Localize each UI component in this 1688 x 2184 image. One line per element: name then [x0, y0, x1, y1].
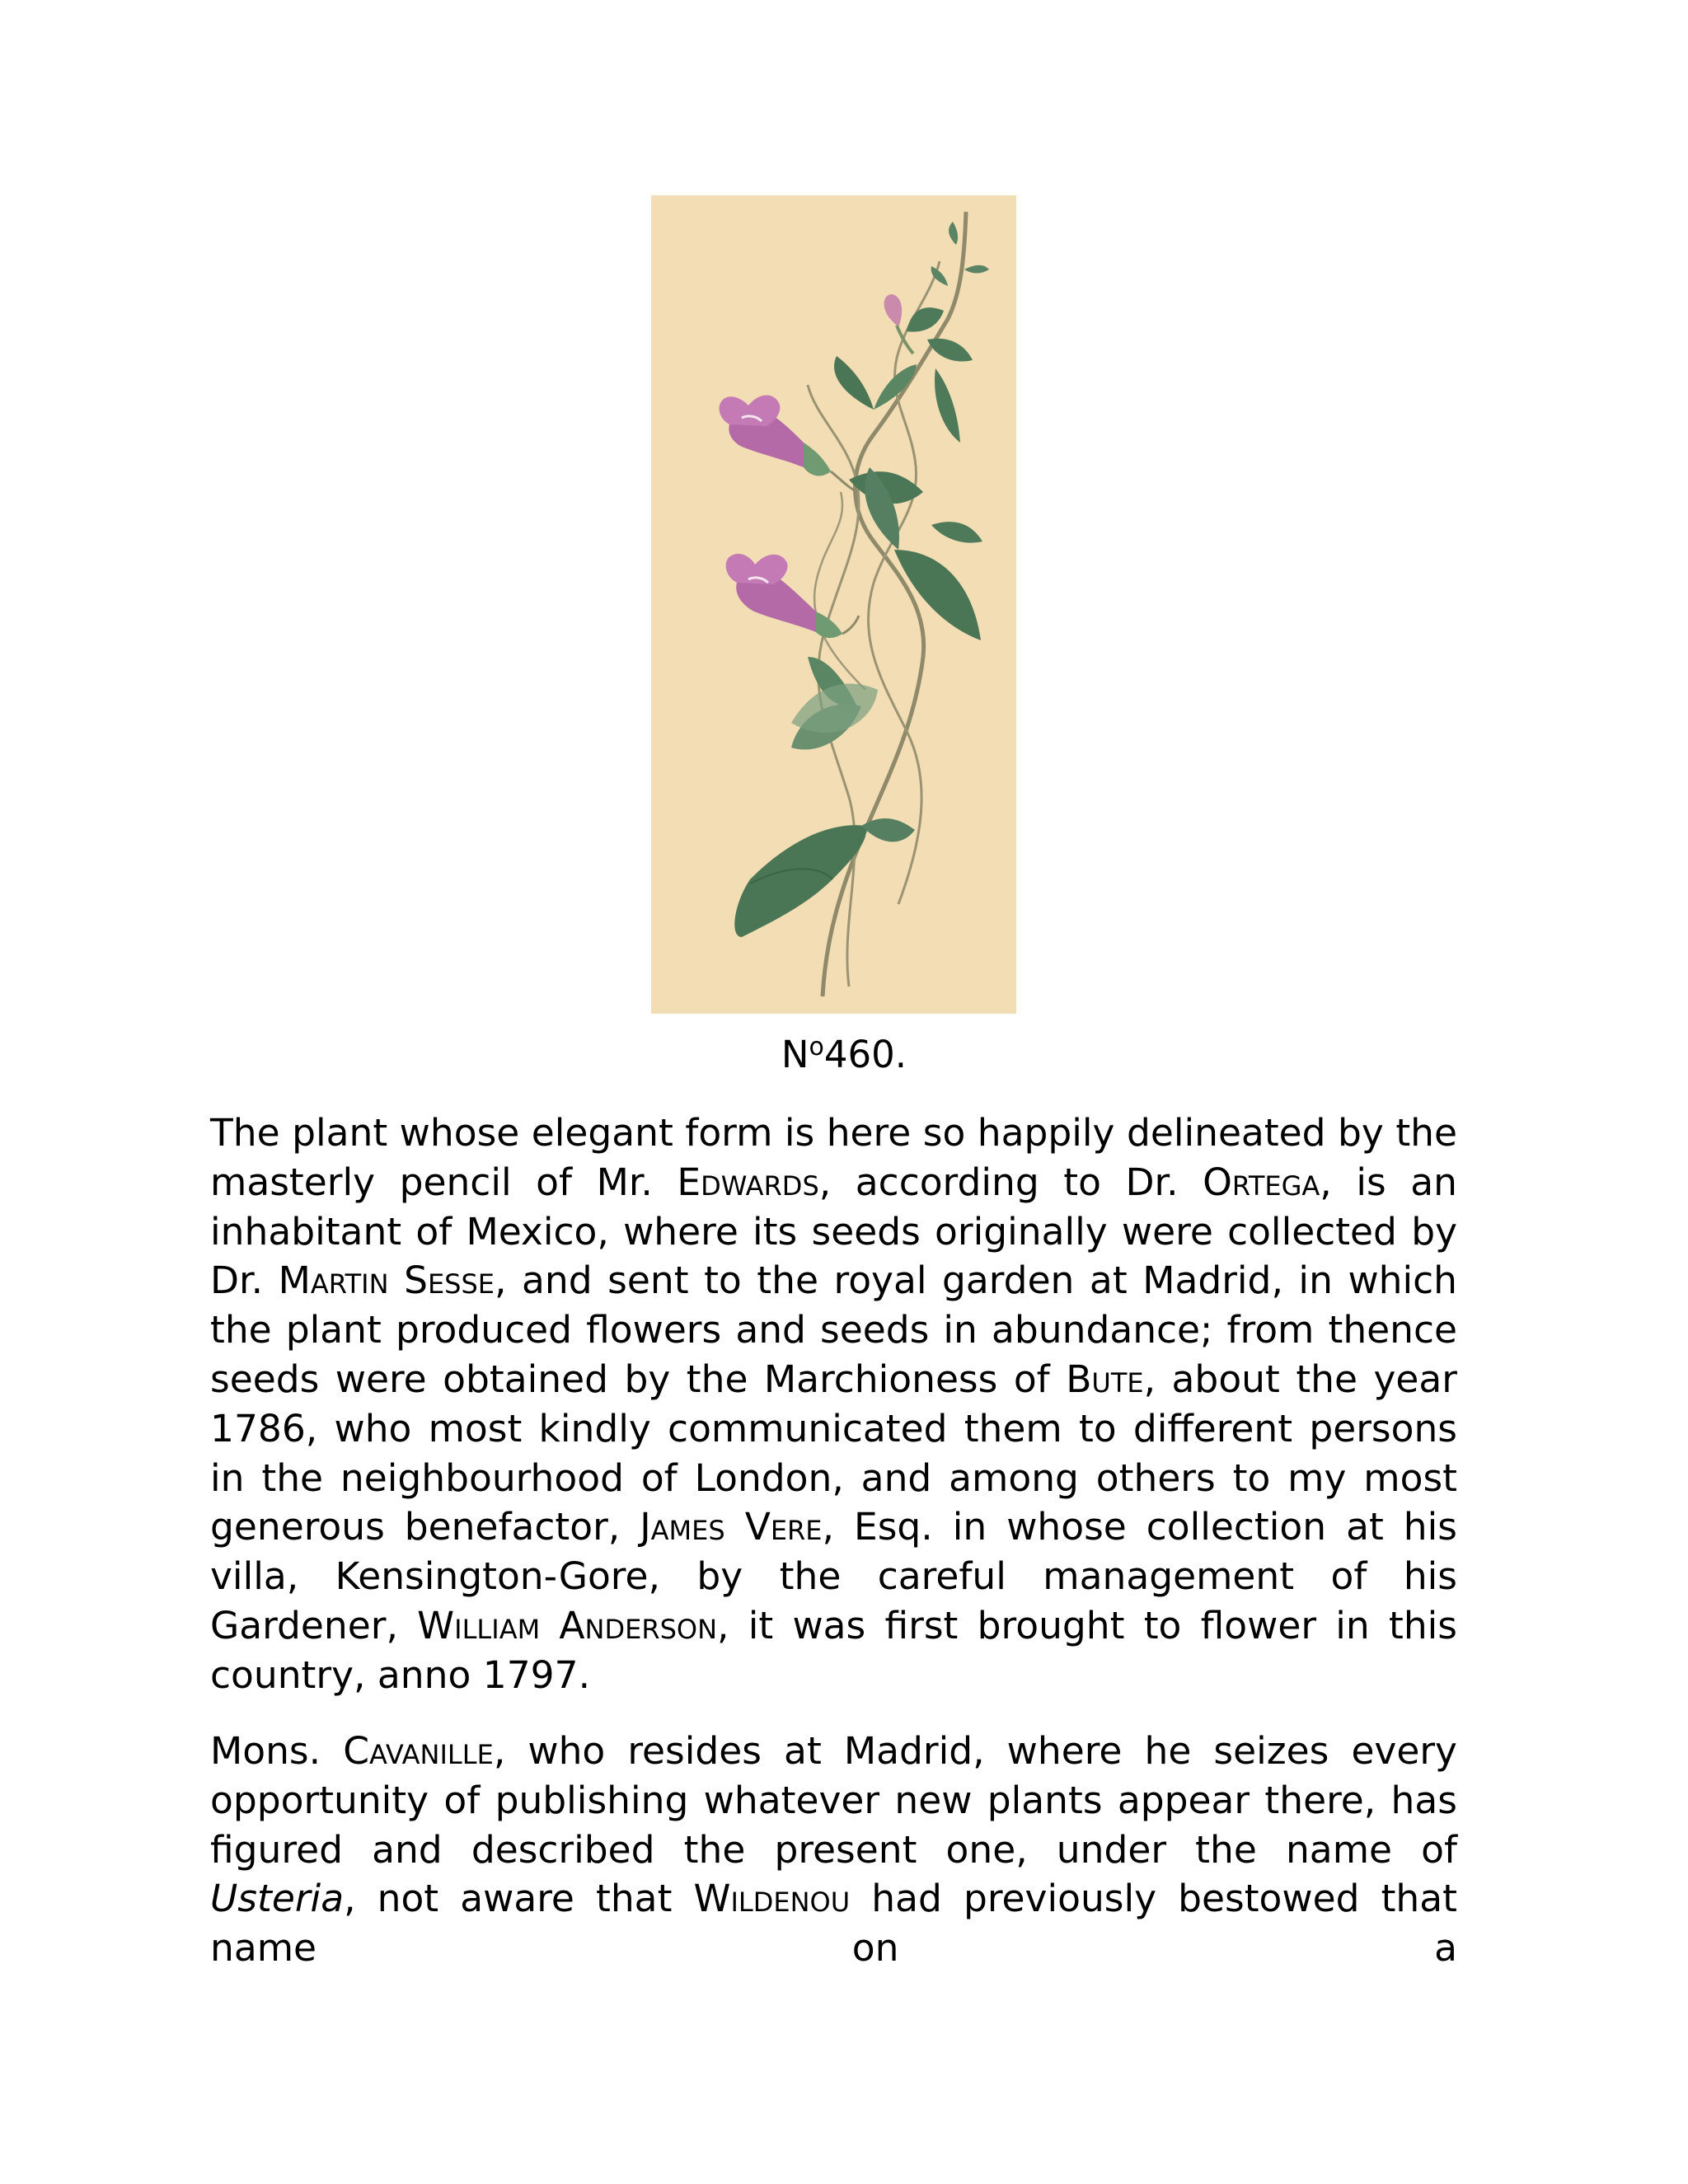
- person-name: Bute: [1066, 1357, 1144, 1401]
- paragraph-cavanille-note: Mons. Cavanille, who resides at Madrid, where he seizes every opportunity of publishing whatever new plants appear there, has figured and described the present one, under the name of Usteria, not aware that Wildenou had previously bestowed that name on a: [210, 1729, 1457, 1971]
- plate-number: $N^o460$.: [781, 1033, 907, 1076]
- paragraph-plant-history: The plant whose elegant form is here so happily delineated by the masterly pencil of Mr. Edwards, according to Dr. Ortega, is an inhabitant of Mexico, where its seeds originally were collected by Dr. Martin Sesse, and sent to the royal garden at Madrid, in which the plant produced flowers and seeds in abundance; from thence seeds were obtained by the Marchioness of Bute, about the year 1786, who most kindly communicated them to different persons in the neighbourhood of London, and among others to my most generous benefactor, James Vere, Esq. in whose collection at his villa, Kensington-Gore, by the careful management of his Gardener, William Anderson, it was first brought to flower in this country, anno 1797.: [210, 1111, 1458, 1697]
- person-name: William Anderson: [417, 1603, 718, 1647]
- person-name: Edwards: [677, 1160, 819, 1204]
- person-name: James Vere: [640, 1505, 823, 1549]
- genus-name: Usteria: [210, 1877, 345, 1921]
- person-name: Wildenou: [693, 1877, 851, 1921]
- person-name: Ortega: [1203, 1160, 1320, 1204]
- twining-vine-icon: [651, 195, 1016, 1014]
- person-name: Martin Sesse: [278, 1258, 495, 1303]
- person-name: Cavanille: [343, 1729, 494, 1773]
- botanical-plate-illustration: [651, 195, 1016, 1014]
